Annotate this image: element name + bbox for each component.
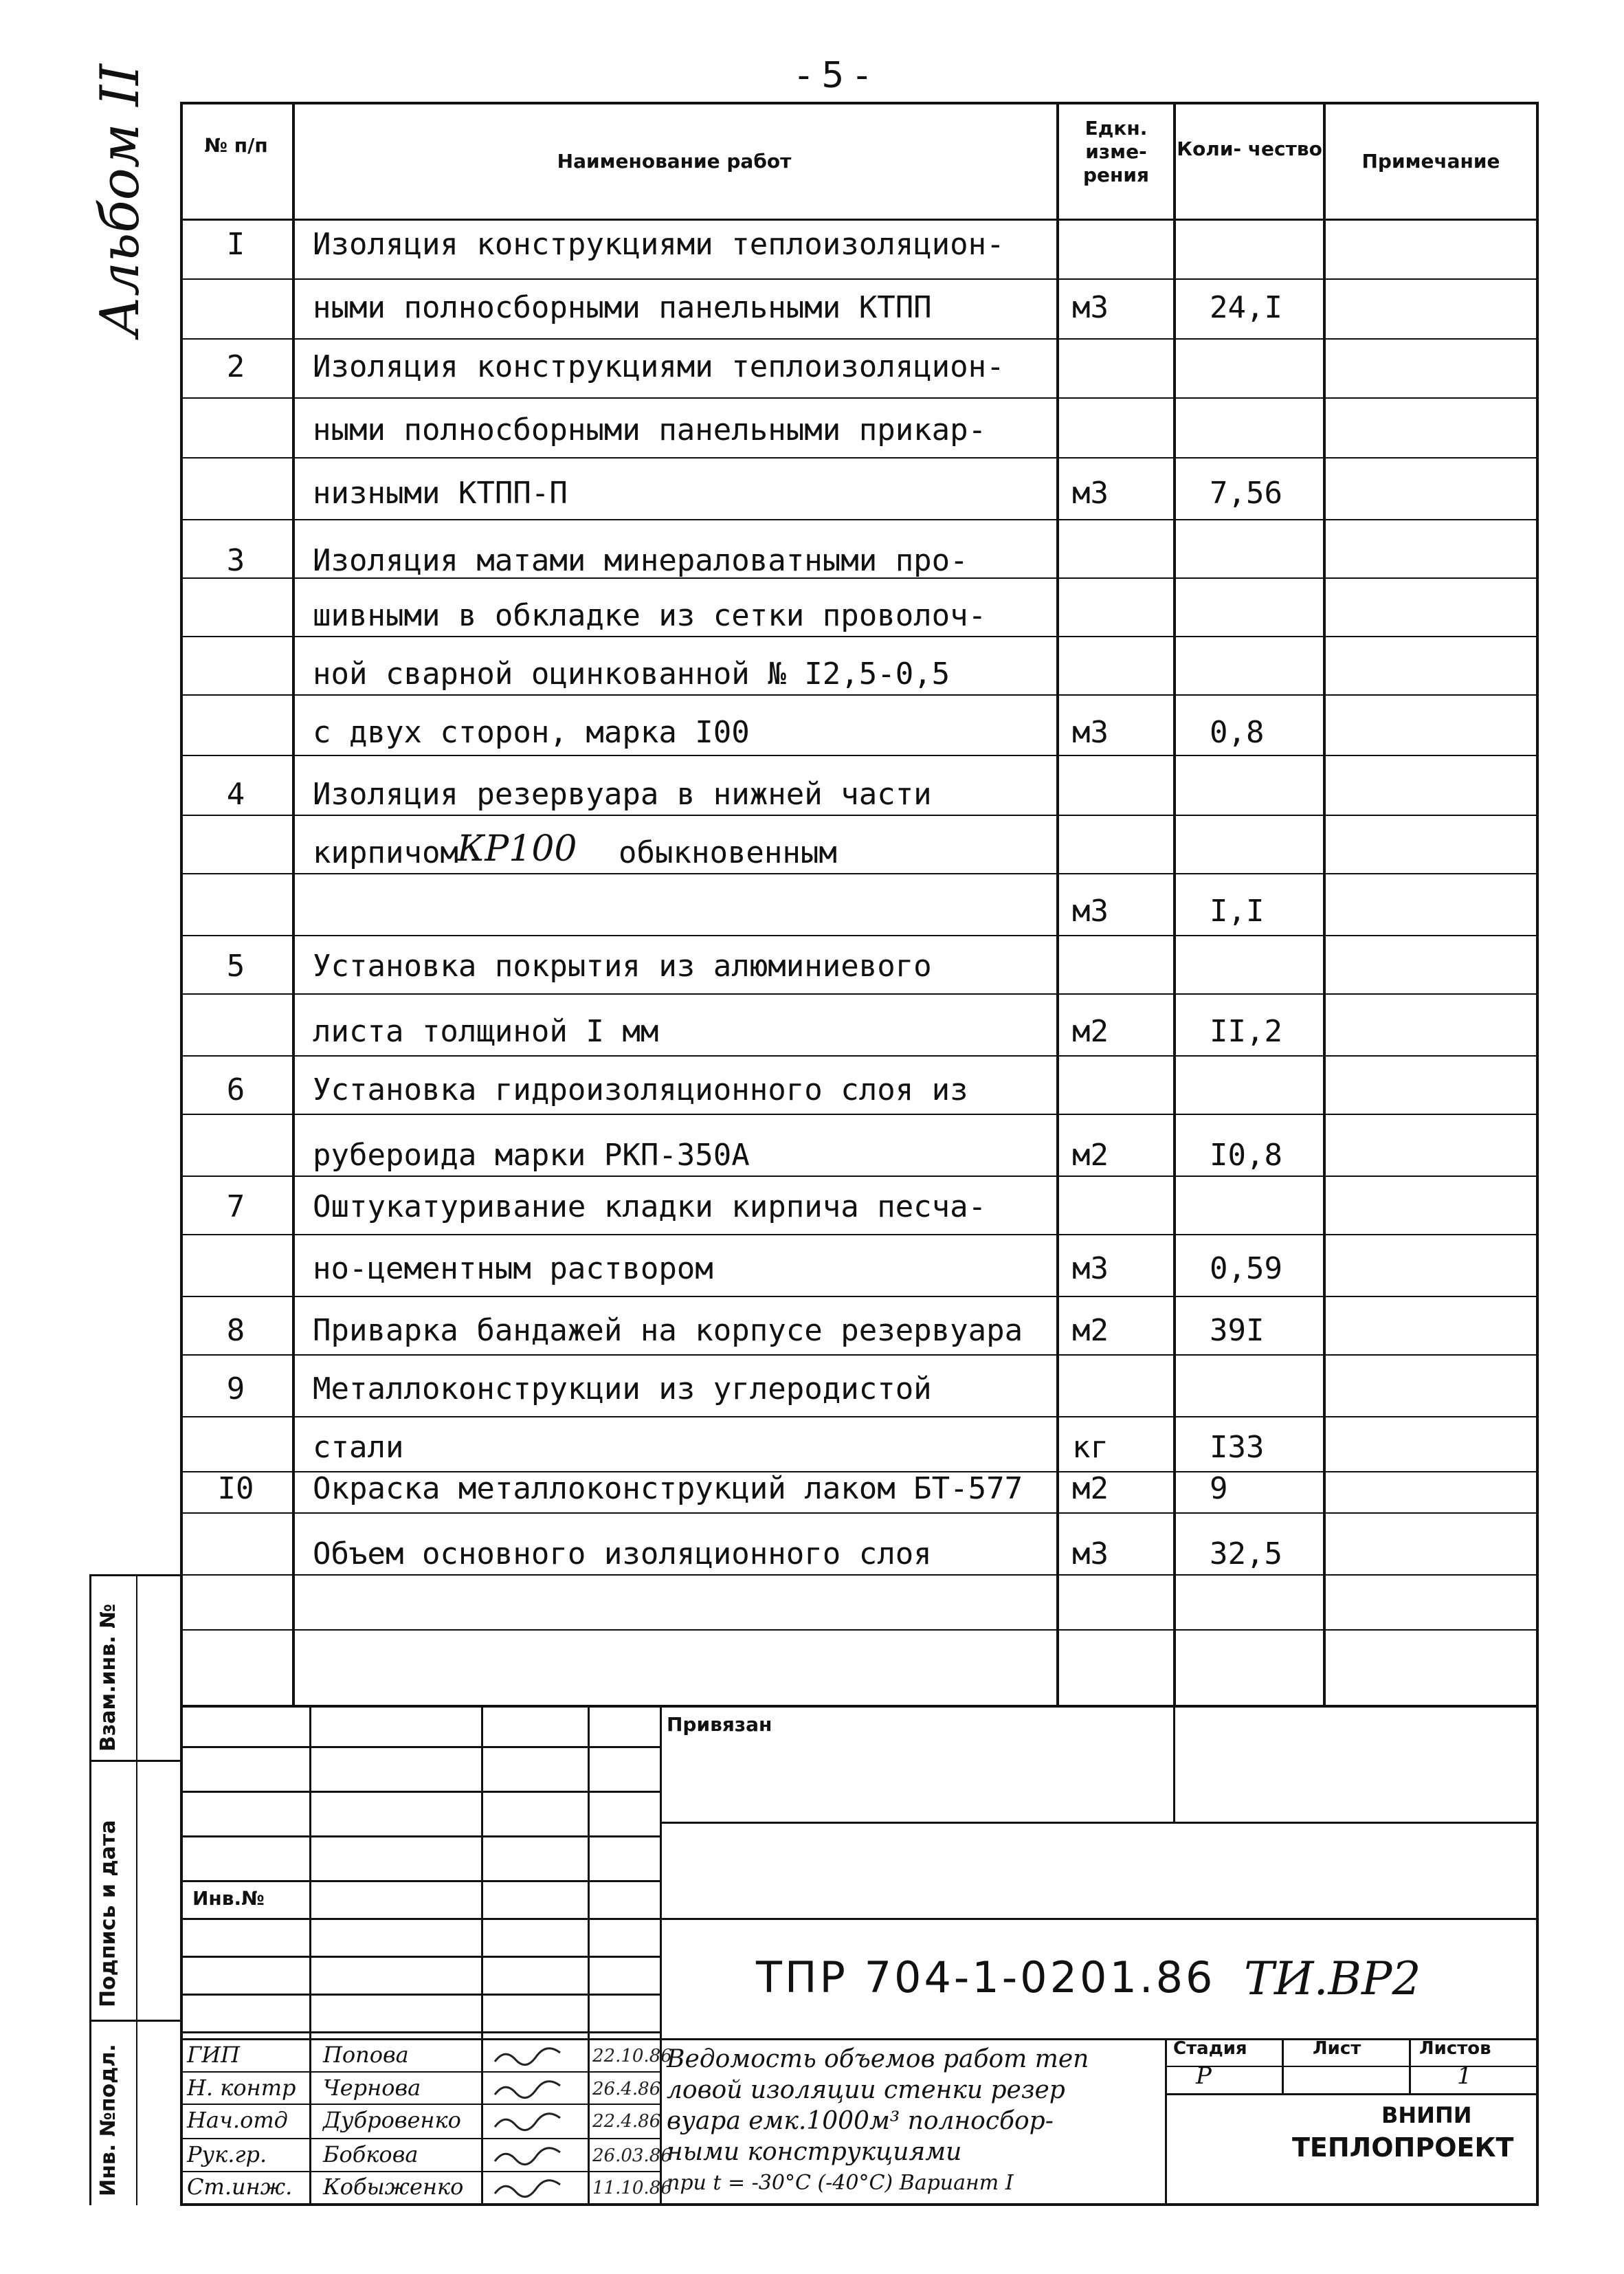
signature: [491, 2176, 574, 2206]
row-line: [180, 1629, 1539, 1631]
row-unit: м2: [1072, 1014, 1109, 1049]
row-line: [180, 1114, 1539, 1115]
side-vzam: Взам.инв. №: [96, 1603, 120, 1752]
sheet-label: Лист: [1313, 2038, 1361, 2059]
work-name-line: низными КТПП-П: [313, 476, 568, 511]
side-line: [89, 1760, 180, 1762]
stamp-line: [180, 2031, 660, 2033]
row-quantity: 9: [1210, 1471, 1228, 1506]
signature: [491, 2110, 574, 2139]
signatory-role: Нач.отд: [187, 2107, 288, 2133]
stage-label: Стадия: [1173, 2038, 1247, 2059]
header-num: № п/п: [204, 134, 268, 157]
stamp-line: [481, 1705, 483, 2203]
side-inv-podl: Инв. №подл.: [96, 2044, 120, 2196]
stamp-title-line: ными конструкциями: [667, 2138, 962, 2166]
row-quantity: II,2: [1210, 1014, 1282, 1049]
row-line: [180, 219, 1539, 220]
row-unit: кг: [1072, 1430, 1109, 1465]
stamp-line: [180, 1791, 660, 1793]
sheets-label: Листов: [1419, 2038, 1491, 2059]
row-quantity: 39I: [1210, 1313, 1265, 1348]
row-unit: м3: [1072, 1251, 1109, 1286]
row-line: [180, 338, 1539, 340]
signature-date: 26.03.86: [592, 2145, 672, 2166]
row-line: [180, 1296, 1539, 1297]
row-line: [180, 1234, 1539, 1235]
work-name-line: с двух сторон, марка I00: [313, 715, 750, 750]
signature: [491, 2044, 574, 2074]
work-name-line: шивными в обкладке из сетки проволоч-: [313, 598, 987, 633]
work-name-line: Приварка бандажей на корпусе резервуара: [313, 1313, 1023, 1348]
row-unit: м3: [1072, 1536, 1109, 1571]
side-podpis: Подпись и дата: [96, 1820, 120, 2007]
row-line: [180, 1512, 1539, 1514]
row-line: [180, 935, 1539, 936]
header-note: Примечание: [1361, 150, 1500, 173]
row-line: [180, 1175, 1539, 1177]
stamp-line: [180, 2138, 660, 2139]
side-line: [89, 1574, 180, 1576]
side-line: [89, 2020, 180, 2022]
stamp-title-line: при t = -30°C (-40°C) Вариант I: [667, 2171, 1014, 2195]
row-line: [180, 1416, 1539, 1417]
inv-no-label: Инв.№: [192, 1887, 265, 1910]
col-line: [1056, 102, 1059, 1705]
work-name-line: Металлоконструкции из углеродистой: [313, 1371, 932, 1406]
signature: [491, 2077, 574, 2107]
stamp-title-line: Ведомость объемов работ теп: [667, 2045, 1089, 2073]
work-name-line: листа толщиной I мм: [313, 1014, 659, 1049]
stamp-line: [588, 1705, 590, 2203]
sheets-value: 1: [1457, 2062, 1472, 2090]
row-number: 2: [226, 349, 245, 384]
stamp-top-border: [180, 1705, 1539, 1708]
signatory-name: Попова: [323, 2042, 409, 2068]
row-line: [180, 755, 1539, 756]
row-number: 5: [226, 949, 245, 984]
signature: [491, 2144, 574, 2174]
row-line: [180, 1055, 1539, 1057]
signature-mark: [491, 2144, 574, 2169]
stamp-line: [180, 2071, 660, 2073]
row-line: [180, 815, 1539, 816]
row-unit: м2: [1072, 1313, 1109, 1348]
org-name-1: ВНИПИ: [1381, 2102, 1472, 2128]
stamp-line: [180, 1956, 660, 1958]
work-name-line: но-цементным раствором: [313, 1251, 713, 1286]
row-number: 7: [226, 1189, 245, 1224]
stamp-line: [180, 1746, 660, 1748]
work-name-line: Окраска металлоконструкций лаком БТ-577: [313, 1471, 1023, 1506]
row-number: 8: [226, 1313, 245, 1348]
doc-code: ТПР 704-1-0201.86: [756, 1952, 1216, 2002]
signature-mark: [491, 2110, 574, 2134]
signature-date: 26.4.86: [592, 2079, 661, 2099]
row-quantity: I33: [1210, 1430, 1265, 1465]
row-unit: м2: [1072, 1138, 1109, 1173]
row-quantity: I,I: [1210, 894, 1265, 929]
signature-date: 22.10.86: [592, 2046, 672, 2066]
stamp-bottom-border: [180, 2203, 1539, 2206]
stamp-line: [1165, 2066, 1536, 2067]
work-name-line: ными полносборными панельными КТПП: [313, 290, 932, 325]
row-line: [180, 993, 1539, 995]
row-line: [180, 278, 1539, 280]
row-number: I: [226, 227, 245, 262]
side-inner-line: [136, 1574, 137, 2205]
row-line: [180, 519, 1539, 520]
work-name-line: стали: [313, 1430, 404, 1465]
album-label: Альбом II: [89, 64, 151, 337]
work-name-line: Изоляция конструкциями теплоизоляцион-: [313, 227, 1005, 262]
col-line: [1323, 102, 1326, 1705]
signatory-role: Рук.гр.: [187, 2141, 267, 2167]
col-line: [292, 102, 295, 1705]
row-line: [180, 1354, 1539, 1356]
row-line: [180, 397, 1539, 399]
row-unit: м3: [1072, 290, 1109, 325]
handwritten-brick-grade: КР100: [457, 828, 577, 870]
work-name-line: обыкновенным: [619, 835, 837, 870]
signatory-role: Н. контр: [187, 2075, 296, 2101]
row-number: I0: [217, 1471, 254, 1506]
stamp-line: [1165, 2093, 1536, 2095]
header-qty: Коли- чество: [1177, 137, 1322, 160]
stamp-line: [309, 1705, 311, 2203]
org-name-2: ТЕПЛОПРОЕКТ: [1292, 2132, 1514, 2163]
stamp-line: [180, 2171, 660, 2172]
work-name-line: кирпичом: [313, 835, 458, 870]
row-quantity: 32,5: [1210, 1536, 1282, 1571]
stamp-title-line: ловой изоляции стенки резер: [667, 2076, 1065, 2104]
signatory-name: Кобыженко: [323, 2174, 464, 2200]
row-line: [180, 873, 1539, 874]
row-unit: м3: [1072, 894, 1109, 929]
stamp-line: [1173, 1705, 1175, 1822]
row-number: 6: [226, 1072, 245, 1107]
stamp-line: [180, 2104, 660, 2105]
signature-mark: [491, 2044, 574, 2069]
signature-mark: [491, 2077, 574, 2102]
right-border: [1536, 102, 1539, 2205]
signature-date: 11.10.86: [592, 2178, 672, 2198]
privyazan-label: Привязан: [667, 1713, 772, 1736]
row-unit: м3: [1072, 476, 1109, 511]
work-name-line: Установка гидроизоляционного слоя из: [313, 1072, 968, 1107]
row-line: [180, 1574, 1539, 1576]
signatory-name: Чернова: [323, 2075, 421, 2101]
work-name-line: ными полносборными панельными прикар-: [313, 412, 987, 448]
row-number: 3: [226, 543, 245, 578]
work-name-line: Объем основного изоляционного слоя: [313, 1536, 932, 1571]
signature-mark: [491, 2176, 574, 2201]
doc-suffix: ТИ.ВР2: [1244, 1952, 1421, 2005]
row-quantity: I0,8: [1210, 1138, 1282, 1173]
signatory-name: Дубровенко: [323, 2107, 461, 2133]
stage-value: Р: [1196, 2062, 1212, 2090]
work-name-line: ной сварной оцинкованной № I2,5-0,5: [313, 656, 950, 692]
row-number: 4: [226, 777, 245, 812]
work-name-line: Установка покрытия из алюминиевого: [313, 949, 932, 984]
row-number: 9: [226, 1371, 245, 1406]
header-name: Наименование работ: [557, 150, 792, 173]
stamp-line: [660, 1822, 1539, 1824]
stamp-line: [1165, 2038, 1167, 2203]
stamp-line: [180, 1994, 660, 1996]
row-quantity: 24,I: [1210, 290, 1282, 325]
stamp-line: [180, 1918, 1539, 1920]
signatory-role: ГИП: [187, 2042, 240, 2068]
work-name-line: Изоляция конструкциями теплоизоляцион-: [313, 349, 1005, 384]
row-line: [180, 636, 1539, 637]
row-unit: м3: [1072, 715, 1109, 750]
side-border: [89, 1574, 91, 2205]
row-quantity: 7,56: [1210, 476, 1282, 511]
signature-date: 22.4.86: [592, 2111, 661, 2132]
row-quantity: 0,59: [1210, 1251, 1282, 1286]
col-line: [180, 102, 183, 2205]
signatory-role: Ст.инж.: [187, 2174, 293, 2200]
col-line: [1173, 102, 1176, 1705]
work-name-line: Изоляция резервуара в нижней части: [313, 777, 932, 812]
row-line: [180, 694, 1539, 696]
stamp-line: [180, 1835, 660, 1837]
work-name-line: Изоляция матами минераловатными про-: [313, 543, 968, 578]
stamp-title-line: вуара емк.1000м³ полносбор-: [667, 2107, 1054, 2135]
work-name-line: рубероида марки РКП-350А: [313, 1138, 750, 1173]
row-quantity: 0,8: [1210, 715, 1265, 750]
signatory-name: Бобкова: [323, 2141, 419, 2167]
stamp-line: [180, 1880, 660, 1882]
header-unit: Едкн. изме- рения: [1083, 117, 1149, 186]
row-unit: м2: [1072, 1471, 1109, 1506]
work-name-line: Оштукатуривание кладки кирпича песча-: [313, 1189, 987, 1224]
page-number: - 5 -: [797, 55, 869, 96]
row-line: [180, 457, 1539, 459]
